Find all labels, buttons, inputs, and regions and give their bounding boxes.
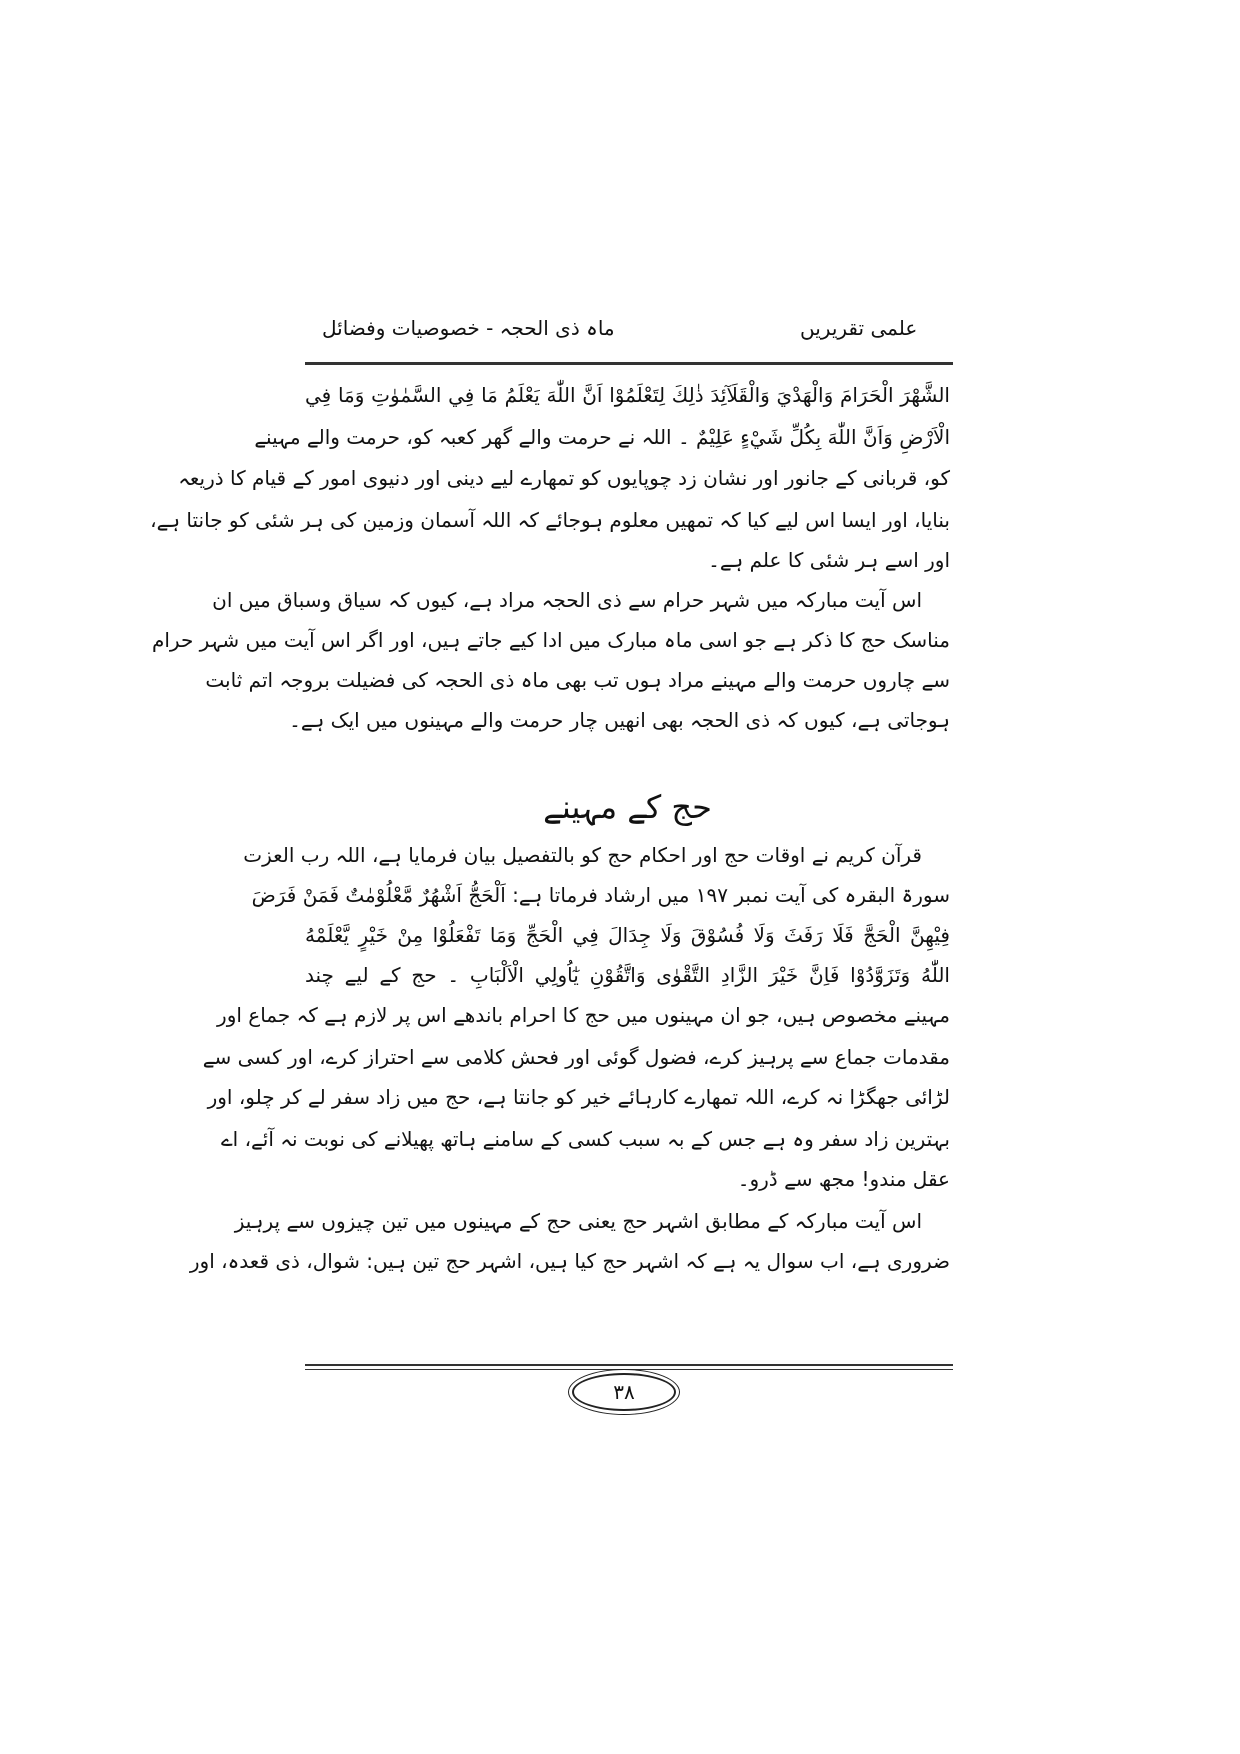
- footer-rule: [305, 1369, 953, 1370]
- text-line: مناسک حج کا ذکر ہے جو اسی ماہ مبارک میں ادا کیے جاتے ہیں، اور اگر اس آیت میں شہر حرام: [151, 628, 950, 652]
- text-line: فِيْهِنَّ الْحَجَّ فَلَا رَفَثَ وَلَا فُسُوْقَ وَلَا جِدَالَ فِي الْحَجِّ وَمَا تَفْعَلُوْا مِنْ خَيْرٍ يَّعْلَمْهُ: [305, 923, 950, 947]
- text-line: سے چاروں حرمت والے مہینے مراد ہوں تب بھی ماہ ذی الحجہ کی فضیلت بروجہ اتم ثابت: [205, 668, 950, 692]
- section-heading: حج کے مہینے: [543, 788, 712, 826]
- text-line: لڑائی جھگڑا نہ کرے، اللہ تمھارے کارہائے خیر کو جانتا ہے، حج میں زاد سفر لے کر چلو، اور: [207, 1085, 950, 1109]
- text-line: کو، قربانی کے جانور اور نشان زد چوپایوں کو تمھارے لیے دینی اور دنیوی امور کے قیام کا ذریعہ: [178, 466, 950, 490]
- chapter-title: ماہ ذی الحجہ - خصوصیات وفضائل: [322, 316, 615, 340]
- text-line: الشَّهْرَ الْحَرَامَ وَالْهَدْيَ وَالْقَلَآئِدَ ذٰلِكَ لِتَعْلَمُوْا اَنَّ اللّٰهَ يَعْلَمُ مَا فِي السَّمٰوٰتِ وَمَا فِي: [305, 383, 950, 407]
- text-line: مہینے مخصوص ہیں، جو ان مہینوں میں حج کا احرام باندھے اس پر لازم ہے کہ جماع اور: [217, 1003, 950, 1027]
- header-rule: [305, 362, 953, 365]
- text-line: قرآن کریم نے اوقات حج اور احکام حج کو بالتفصیل بیان فرمایا ہے، اللہ رب العزت: [243, 843, 922, 867]
- text-line: بہترین زاد سفر وہ ہے جس کے بہ سبب کسی کے سامنے ہاتھ پھیلانے کی نوبت نہ آئے، اے: [220, 1127, 950, 1151]
- text-line: اور اسے ہر شئی کا علم ہے۔: [708, 548, 950, 572]
- text-line: ہوجاتی ہے، کیوں کہ ذی الحجہ بھی انھیں چار حرمت والے مہینوں میں ایک ہے۔: [289, 708, 950, 732]
- text-line: سورۃ البقرہ کی آیت نمبر ۱۹۷ میں ارشاد فرماتا ہے: اَلْحَجُّ اَشْهُرٌ مَّعْلُوْمٰتٌ فَمَنْ فَرَضَ: [251, 883, 950, 907]
- footer-rule: [305, 1364, 953, 1366]
- text-line: اس آیت مبارکہ میں شہر حرام سے ذی الحجہ مراد ہے، کیوں کہ سیاق وسباق میں ان: [212, 588, 922, 612]
- text-line: عقل مندو! مجھ سے ڈرو۔: [737, 1167, 950, 1191]
- book-title: علمی تقریریں: [800, 316, 918, 340]
- text-line: مقدمات جماع سے پرہیز کرے، فضول گوئی اور فحش کلامی سے احتراز کرے، اور کسی سے: [202, 1045, 950, 1069]
- text-line: ضروری ہے، اب سوال یہ ہے کہ اشہر حج کیا ہیں، اشہر حج تین ہیں: شوال، ذی قعدہ، اور: [189, 1249, 950, 1273]
- text-line: اللّٰهُ وَتَزَوَّدُوْا فَاِنَّ خَيْرَ الزَّادِ التَّقْوٰى وَاتَّقُوْنِ يٰٓاُولِي الْاَلْبَابِ ۔ حج کے لیے چند: [305, 963, 950, 987]
- text-line: بنایا، اور ایسا اس لیے کیا کہ تمھیں معلوم ہوجائے کہ اللہ آسمان وزمین کی ہر شئی کو جانتا ہے،: [150, 508, 950, 532]
- text-line: اس آیت مبارکہ کے مطابق اشہر حج یعنی حج کے مہینوں میں تین چیزوں سے پرہیز: [234, 1209, 922, 1233]
- text-line: الْاَرْضِ وَاَنَّ اللّٰهَ بِكُلِّ شَيْءٍ عَلِيْمٌ ۔ اللہ نے حرمت والے گھر کعبہ کو، حرمت والے مہینے: [254, 425, 950, 449]
- page-number: ۳۸: [572, 1373, 676, 1411]
